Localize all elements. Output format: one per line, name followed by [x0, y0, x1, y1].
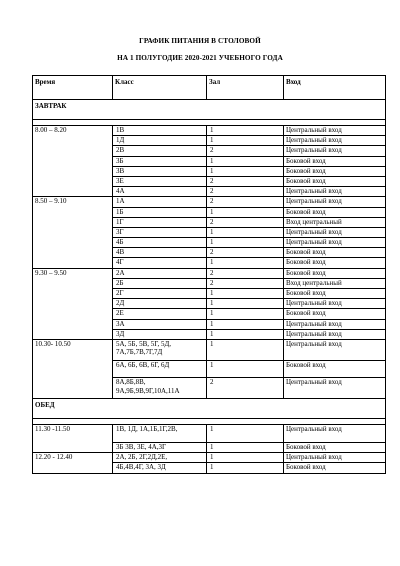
- table-row: [33, 453, 386, 463]
- entrance-cell: Центральный вход: [284, 319, 386, 329]
- hall-cell: 1: [207, 442, 284, 452]
- header-time: Время: [33, 76, 113, 100]
- document-subtitle: НА 1 ПОЛУГОДИЕ 2020-2021 УЧЕБНОГО ГОДА: [117, 54, 283, 62]
- time-cell: 9.30 – 9.50: [33, 268, 113, 339]
- time-cell: 8.50 – 9.10: [33, 197, 113, 268]
- time-cell: 12.20 - 12.40: [33, 453, 113, 473]
- hall-cell: 2: [207, 187, 284, 197]
- hall-cell: 1: [207, 463, 284, 473]
- hall-cell: 2: [207, 378, 284, 399]
- section-lunch: ОБЕД: [33, 399, 386, 419]
- time-cell: 8.00 – 8.20: [33, 126, 113, 197]
- hall-cell: 1: [207, 289, 284, 299]
- hall-cell: 2: [207, 248, 284, 258]
- header-class: Класс: [113, 76, 207, 100]
- entrance-cell: Боковой вход: [284, 442, 386, 452]
- hall-cell: 1: [207, 156, 284, 166]
- hall-cell: 1: [207, 299, 284, 309]
- class-cell: 4В: [113, 248, 207, 258]
- hall-cell: 1: [207, 207, 284, 217]
- hall-cell: 1: [207, 136, 284, 146]
- class-cell: 1А: [113, 197, 207, 207]
- section-lunch-row: [33, 399, 386, 419]
- class-cell: 6А, 6Б, 6В, 6Г, 6Д: [113, 360, 207, 378]
- header-hall: Зал: [207, 76, 284, 100]
- time-cell: 11.30 -11.50: [33, 425, 113, 453]
- entrance-cell: Центральный вход: [284, 227, 386, 237]
- entrance-cell: Центральный вход: [284, 299, 386, 309]
- hall-cell: 1: [207, 339, 284, 360]
- hall-cell: 1: [207, 319, 284, 329]
- class-cell: 4Б: [113, 238, 207, 248]
- table-row: [33, 268, 386, 278]
- class-cell: 3В: [113, 166, 207, 176]
- class-cell: 3Е: [113, 176, 207, 186]
- hall-cell: 2: [207, 268, 284, 278]
- hall-cell: 2: [207, 146, 284, 156]
- entrance-cell: Центральный вход: [284, 197, 386, 207]
- class-cell: 3Г: [113, 227, 207, 237]
- entrance-cell: Боковой вход: [284, 156, 386, 166]
- document-title: ГРАФИК ПИТАНИЯ В СТОЛОВОЙ: [139, 37, 261, 45]
- class-cell: 8А,8Б,8В, 9А,9Б,9В,9Г,10А,11А: [113, 378, 207, 399]
- entrance-cell: Центральный вход: [284, 453, 386, 463]
- entrance-cell: Боковой вход: [284, 248, 386, 258]
- class-cell: 3Д: [113, 329, 207, 339]
- hall-cell: 2: [207, 217, 284, 227]
- entrance-cell: Вход центральный: [284, 217, 386, 227]
- section-breakfast: ЗАВТРАК: [33, 100, 386, 120]
- time-cell: 10.30- 10.50: [33, 339, 113, 399]
- table-row: [33, 425, 386, 443]
- entrance-cell: Боковой вход: [284, 207, 386, 217]
- entrance-cell: Боковой вход: [284, 289, 386, 299]
- class-cell: 2Б: [113, 278, 207, 288]
- hall-cell: 2: [207, 278, 284, 288]
- class-cell: 1Б: [113, 207, 207, 217]
- schedule-table: [32, 75, 386, 474]
- hall-cell: 2: [207, 197, 284, 207]
- entrance-cell: Боковой вход: [284, 360, 386, 378]
- class-cell: 5А, 5Б, 5В, 5Г, 5Д, 7А,7Б,7В,7Г,7Д: [113, 339, 207, 360]
- table-row: [33, 197, 386, 207]
- entrance-cell: Центральный вход: [284, 339, 386, 360]
- entrance-cell: Центральный вход: [284, 329, 386, 339]
- entrance-cell: Центральный вход: [284, 378, 386, 399]
- hall-cell: 1: [207, 227, 284, 237]
- class-cell: 2Е: [113, 309, 207, 319]
- entrance-cell: Центральный вход: [284, 187, 386, 197]
- class-cell: 3Б 3В, 3Е, 4А,3Г: [113, 442, 207, 452]
- class-cell: 2Д: [113, 299, 207, 309]
- entrance-cell: Боковой вход: [284, 176, 386, 186]
- class-cell: 1Г: [113, 217, 207, 227]
- hall-cell: 1: [207, 360, 284, 378]
- table-row: [33, 126, 386, 136]
- class-cell: 1В: [113, 126, 207, 136]
- class-cell: 2А: [113, 268, 207, 278]
- class-cell: 3Б: [113, 156, 207, 166]
- hall-cell: 1: [207, 329, 284, 339]
- class-cell: 4Г: [113, 258, 207, 268]
- entrance-cell: Боковой вход: [284, 166, 386, 176]
- entrance-cell: Центральный вход: [284, 425, 386, 443]
- class-cell: 3А: [113, 319, 207, 329]
- class-cell: 2А, 2Б, 2Г,2Д,2Е,: [113, 453, 207, 463]
- hall-cell: 1: [207, 258, 284, 268]
- class-cell: 4Б,4В,4Г, 3А, 3Д: [113, 463, 207, 473]
- section-breakfast-row: [33, 100, 386, 120]
- hall-cell: 2: [207, 176, 284, 186]
- entrance-cell: Центральный вход: [284, 146, 386, 156]
- entrance-cell: Боковой вход: [284, 309, 386, 319]
- header-entrance: Вход: [284, 76, 386, 100]
- class-cell: 4А: [113, 187, 207, 197]
- entrance-cell: Боковой вход: [284, 258, 386, 268]
- entrance-cell: Боковой вход: [284, 463, 386, 473]
- class-cell: 2Г: [113, 289, 207, 299]
- entrance-cell: Центральный вход: [284, 136, 386, 146]
- class-cell: 2В: [113, 146, 207, 156]
- hall-cell: 1: [207, 425, 284, 443]
- hall-cell: 1: [207, 166, 284, 176]
- entrance-cell: Боковой вход: [284, 268, 386, 278]
- entrance-cell: Центральный вход: [284, 126, 386, 136]
- class-cell: 1В, 1Д, 1А,1Б,1Г,2В,: [113, 425, 207, 443]
- table-header-row: [33, 76, 386, 100]
- entrance-cell: Вход центральный: [284, 278, 386, 288]
- hall-cell: 1: [207, 238, 284, 248]
- hall-cell: 1: [207, 126, 284, 136]
- hall-cell: 1: [207, 309, 284, 319]
- entrance-cell: Центральный вход: [284, 238, 386, 248]
- class-cell: 1Д: [113, 136, 207, 146]
- hall-cell: 1: [207, 453, 284, 463]
- table-row: [33, 339, 386, 360]
